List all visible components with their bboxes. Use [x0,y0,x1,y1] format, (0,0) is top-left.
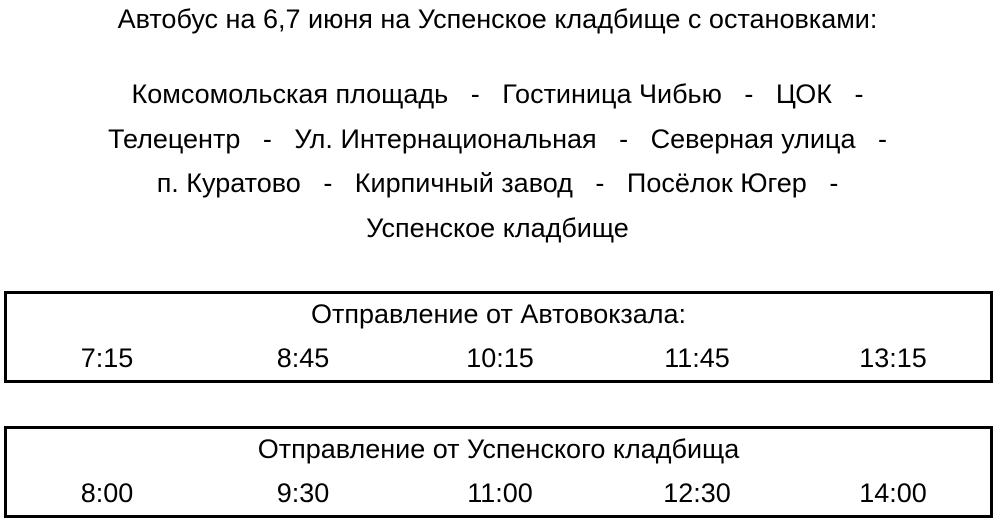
departure-time: 10:15 [466,343,534,373]
departures-from-cemetery [4,426,993,518]
departure-times-row [7,475,990,511]
departure-time: 11:45 [664,343,730,373]
departure-time: 9:30 [276,478,330,508]
departure-time: 13:15 [859,343,927,373]
departure-time: 7:15 [80,343,134,373]
route-line: Успенское кладбище [366,212,629,243]
notice-title: Автобус на 6,7 июня на Успенское кладбище с остановками: [117,4,878,34]
route-line: Комсомольская площадь - Гостиница Чибью - ЦОК - [131,79,864,109]
departure-time: 11:00 [467,478,533,508]
departure-time: 8:00 [80,478,134,508]
departure-time: 8:45 [276,343,330,373]
route-line: Телецентр - Ул. Интернациональная - Северная улица - [108,123,887,154]
departures-heading: Отправление от Успенского кладбища [257,434,740,464]
route-stops [0,72,995,250]
departures-heading: Отправление от Автовокзала: [311,299,686,329]
departure-time: 14:00 [859,478,927,508]
departure-time: 12:30 [663,478,731,508]
departure-times-row [7,340,990,376]
route-line: п. Куратово - Кирпичный завод - Посёлок Югер - [156,168,839,198]
departures-from-bus-station [4,291,993,383]
